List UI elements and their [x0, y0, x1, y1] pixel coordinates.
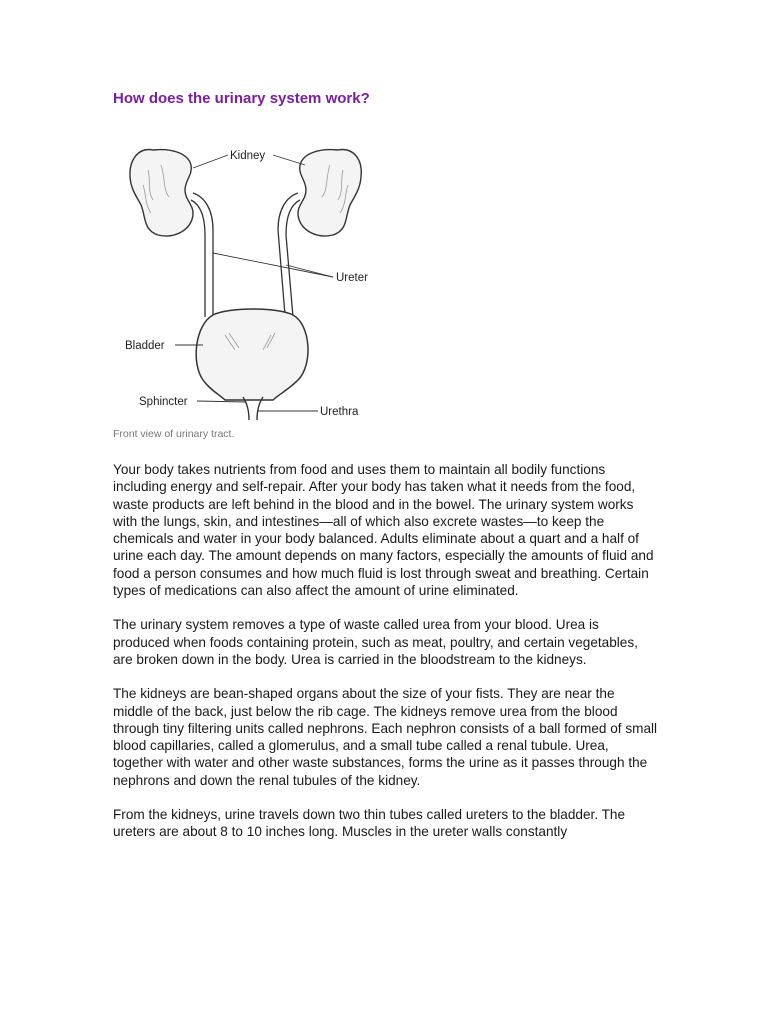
paragraph: Your body takes nutrients from food and uses them to maintain all bodily functions including energy and self-repair. After your body has taken what it needs from the food, waste products are left behind in the blood and in the bowel. The urinary system works with the lungs, skin, and intestines—all of which also excrete wastes—to keep the chemicals and water in your body balanced. Adults eliminate about a quart and a half of urine each day. The amount depends on many factors, especially the amounts of fluid and food a person consumes and how much fluid is lost through sweat and breathing. Certain types of medications can also affect the amount of urine eliminated.	[113, 462, 654, 599]
urinary-tract-illustration	[113, 135, 393, 420]
bladder-shape	[196, 309, 308, 400]
paragraph: From the kidneys, urine travels down two thin tubes called ureters to the bladder. The ureters are about 8 to 10 inches long. Muscles in the ureter walls constantly	[113, 807, 626, 840]
left-ureter	[193, 193, 213, 315]
label-kidney: Kidney	[230, 150, 266, 162]
urinary-tract-figure	[113, 135, 393, 420]
paragraph: The kidneys are bean-shaped organs about the size of your fists. They are near the middle of the back, just below the rib cage. The kidneys remove urea from the blood through tiny filtering units called nephrons. Each nephron consists of a ball formed of small blood capillaries, called a glomerulus, and a small tube called a renal tubule. Urea, together with water and other waste substances, forms the urine as it passes through the nephrons and down the renal tubules of the kidney.	[113, 686, 658, 788]
left-kidney-shape	[130, 150, 193, 236]
label-ureter: Ureter	[336, 272, 368, 284]
page-title: How does the urinary system work?	[113, 90, 370, 107]
right-kidney-shape	[298, 150, 361, 236]
kidney-leader-right	[273, 155, 305, 165]
figure-caption: Front view of urinary tract.	[113, 428, 235, 440]
label-sphincter: Sphincter	[139, 396, 188, 408]
kidney-leader-left	[193, 155, 228, 168]
label-bladder: Bladder	[125, 340, 165, 352]
ureter-leader-left	[213, 253, 333, 277]
sphincter-leader	[197, 401, 246, 402]
ureter-leader-right	[286, 265, 333, 277]
label-urethra: Urethra	[320, 406, 359, 418]
paragraph: The urinary system removes a type of waste called urea from your blood. Urea is produced when foods containing protein, such as meat, poultry, and certain vegetables, are broken down in the body. Urea is carried in the bloodstream to the kidneys.	[113, 617, 638, 667]
article-body	[113, 461, 658, 858]
